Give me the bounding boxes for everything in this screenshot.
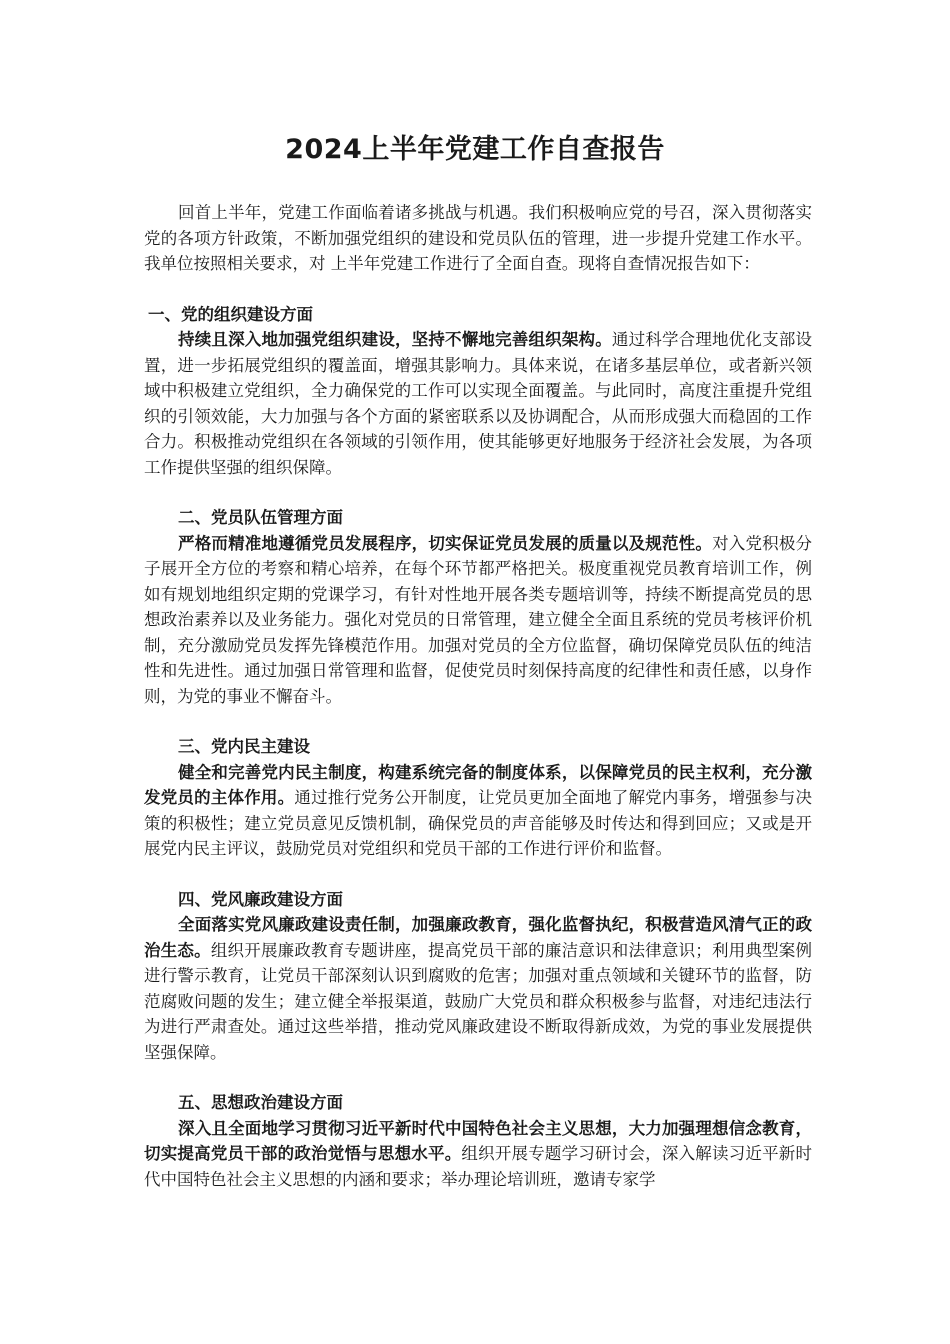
section-heading: 四、党风廉政建设方面 (178, 889, 343, 909)
section-clean-governance (144, 887, 812, 1066)
section-body-text: 对入党积极分子展开全方位的考察和精心培养，在每个环节都严格把关。极度重视党员教育培训工作，例如有规划地组织定期的党课学习，有针对性地开展各类专题培训等，持续不断提高党员的思想政治素养以及业务能力。强化对党员的日常管理，建立健全全面且系统的党员考核评价机制，充分激励党员发挥先锋模范作用。加强对党员的全方位监督，确切保障党员队伍的纯洁性和先进性。通过加强日常管理和监督，促使党员时刻保持高度的纪律性和责任感，以身作则，为党的事业不懈奋斗。 (144, 533, 813, 706)
section-body-text: 通过推行党务公开制度，让党员更加全面地了解党内事务，增强参与决策的积极性；建立党员意见反馈机制，确保党员的声音能够及时传达和得到回应；又或是开展党内民主评议，鼓励党员对党组织和党员干部的工作进行评价和监督。 (144, 788, 813, 858)
section-paragraph (144, 327, 812, 480)
section-inner-party-democracy (144, 734, 812, 862)
section-ideological-political (144, 1090, 812, 1192)
section-heading: 三、党内民主建设 (178, 737, 310, 756)
section-member-management (144, 505, 812, 709)
section-lead-sentence: 深入且全面地学习贯彻习近平新时代中国特色社会主义思想，大力加强理想信念教育，切实提高党员干部的政治觉悟与思想水平。 (144, 1118, 812, 1163)
section-lead-sentence: 健全和完善党内民主制度，构建系统完备的制度体系，以保障党员的民主权利，充分激发党员的主体作用。 (144, 762, 812, 807)
section-heading: 一、党的组织建设方面 (148, 304, 313, 324)
section-body-text: 通过科学合理地优化支部设置，进一步拓展党组织的覆盖面，增强其影响力。具体来说，在诸多基层单位，或者新兴领域中积极建立党组织，全力确保党的工作可以实现全面覆盖。与此同时，高度注重提升党组织的引领效能，大力加强与各个方面的紧密联系以及协调配合，从而形成强大而稳固的工作合力。积极推动党组织在各领域的引领作用，使其能够更好地服务于经济社会发展，为各项工作提供坚强的组织保障。 (144, 330, 813, 477)
document-body (144, 200, 812, 1217)
document-title: 2024上半年党建工作自查报告 (285, 134, 665, 165)
section-paragraph (144, 760, 812, 862)
section-organization (144, 302, 812, 481)
section-paragraph (144, 912, 812, 1065)
section-paragraph (144, 1116, 812, 1193)
intro-paragraph: 回首上半年，党建工作面临着诸多挑战与机遇。我们积极响应党的号召，深入贯彻落实党的各项方针政策，不断加强党组织的建设和党员队伍的管理，进一步提升党建工作水平。我单位按照相关要求，对 上半年党建工作进行了全面自查。现将自查情况报告如下： (144, 203, 812, 273)
section-paragraph (144, 531, 812, 710)
section-heading: 五、思想政治建设方面 (178, 1093, 343, 1112)
section-lead-sentence: 持续且深入地加强党组织建设，坚持不懈地完善组织架构。 (178, 330, 612, 349)
section-lead-sentence: 全面落实党风廉政建设责任制，加强廉政教育，强化监督执纪，积极营造风清气正的政治生态。 (144, 915, 812, 960)
section-heading: 二、党员队伍管理方面 (178, 508, 343, 527)
section-body-text: 组织开展专题学习研讨会，深入解读习近平新时代中国特色社会主义思想的内涵和要求；举办理论培训班，邀请专家学 (144, 1144, 813, 1189)
section-lead-sentence: 严格而精准地遵循党员发展程序，切实保证党员发展的质量以及规范性。 (178, 533, 713, 553)
section-body-text: 组织开展廉政教育专题讲座，提高党员干部的廉洁意识和法律意识；利用典型案例进行警示教育，让党员干部深刻认识到腐败的危害；加强对重点领域和关键环节的监督，防范腐败问题的发生；建立健全举报渠道，鼓励广大党员和群众积极参与监督，对违纪违法行为进行严肃查处。通过这些举措，推动党风廉政建设不断取得新成效，为党的事业发展提供坚强保障。 (144, 940, 813, 1062)
